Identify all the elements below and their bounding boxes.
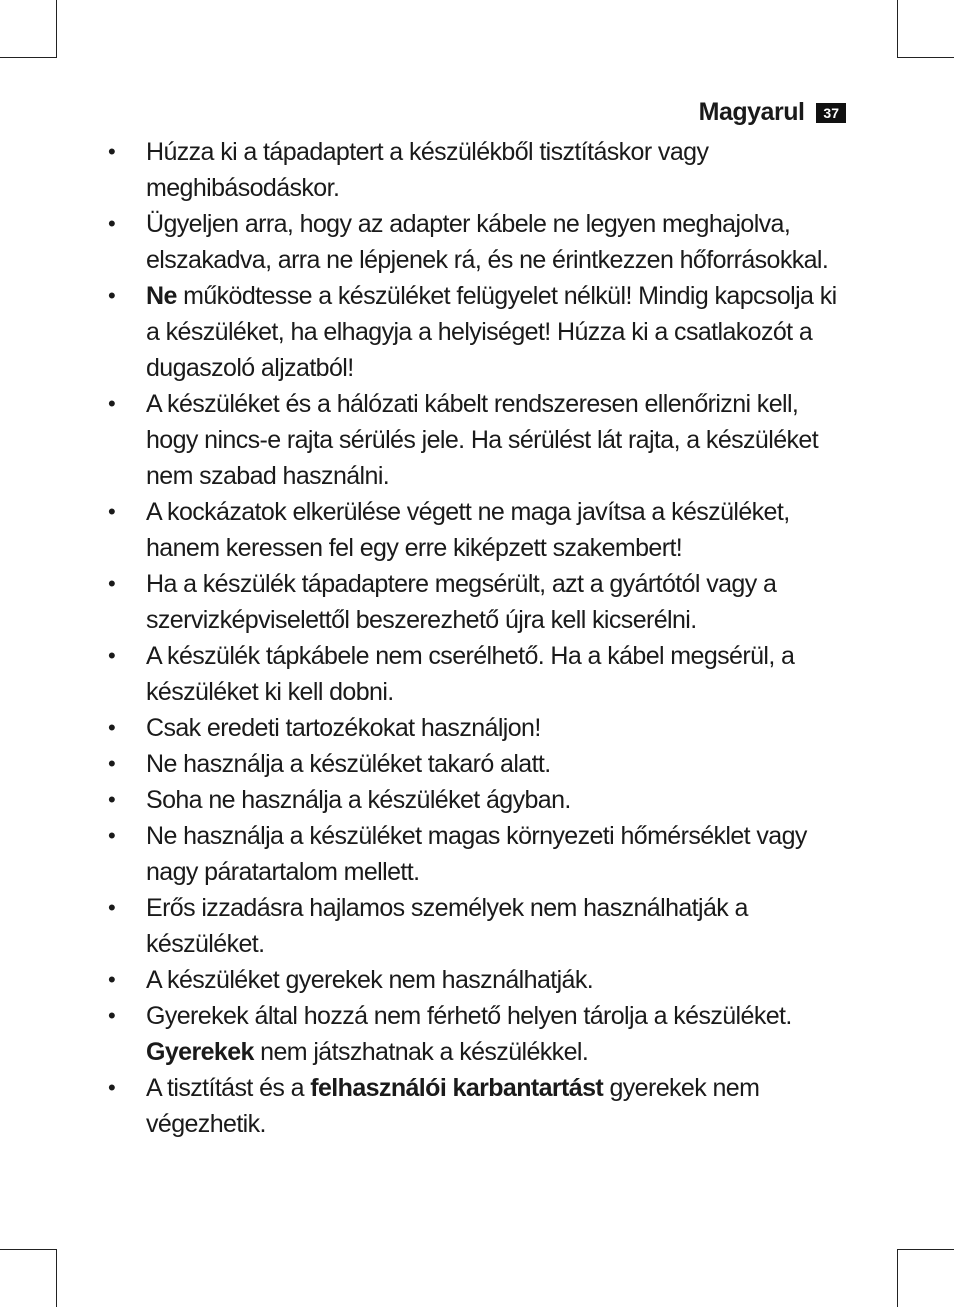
item-text: Csak eredeti tartozékokat használjon! (146, 714, 541, 742)
list-item (108, 566, 856, 638)
list-item (108, 494, 856, 566)
list-item (108, 278, 856, 386)
item-text: gyerekek nem végezhetik. (146, 1074, 760, 1138)
item-text: Ha a készülék tápadaptere megsérült, azt a gyártótól vagy a szervizképviselettől beszerezhető újra kell kicserélni. (146, 570, 777, 634)
item-text: A készüléket gyerekek nem használhatják. (146, 966, 594, 994)
item-text: A tisztítást és a (146, 1074, 311, 1102)
item-text: A készülék tápkábele nem cserélhető. Ha a kábel megsérül, a készüléket ki kell dobni. (146, 642, 795, 706)
language-label: Magyarul (698, 98, 805, 126)
bullet-icon: • (108, 283, 116, 308)
item-text: nem játszhatnak a készülékkel. (253, 1038, 589, 1066)
safety-instructions-list (108, 134, 856, 1142)
item-text: Gyerekek által hozzá nem férhető helyen tárolja a készüléket. (146, 1002, 792, 1030)
crop-mark-bottom-left-horizontal (0, 1249, 57, 1250)
bullet-icon: • (108, 1075, 116, 1100)
item-text: működtesse a készüléket felügyelet nélkül! Mindig kapcsolja ki a készüléket, ha elhagyja a helyiséget! Húzza ki a csatlakozót a dugaszoló aljzatból! (146, 282, 837, 382)
crop-mark-top-right-horizontal (897, 57, 954, 58)
item-text: Ügyeljen arra, hogy az adapter kábele ne legyen meghajolva, elszakadva, arra ne lépjenek rá, és ne érintkezzen hőforrásokkal. (146, 210, 829, 274)
crop-mark-top-left-vertical (56, 0, 57, 58)
bullet-icon: • (108, 571, 116, 596)
emphasis-text: felhasználói karbantartást (310, 1074, 604, 1102)
list-item (108, 890, 856, 962)
bullet-icon: • (108, 1003, 116, 1028)
page-number: 37 (816, 103, 846, 123)
item-text: Ne használja a készüléket takaró alatt. (146, 750, 551, 778)
crop-mark-top-right-vertical (897, 0, 898, 58)
bullet-icon: • (108, 391, 116, 416)
item-text: Ne használja a készüléket magas környezeti hőmérséklet vagy nagy páratartalom mellett. (146, 822, 807, 886)
list-item (108, 818, 856, 890)
bullet-icon: • (108, 499, 116, 524)
list-item (108, 386, 856, 494)
list-item (108, 1070, 856, 1142)
crop-mark-bottom-right-vertical (897, 1249, 898, 1307)
item-text: Soha ne használja a készüléket ágyban. (146, 786, 571, 814)
crop-mark-bottom-left-vertical (56, 1249, 57, 1307)
emphasis-text: Ne (146, 282, 177, 310)
bullet-icon: • (108, 823, 116, 848)
list-item (108, 962, 856, 998)
list-item (108, 134, 856, 206)
crop-mark-top-left-horizontal (0, 57, 57, 58)
bullet-icon: • (108, 967, 116, 992)
item-text: A kockázatok elkerülése végett ne maga javítsa a készüléket, hanem keressen fel egy erre kiképzett szakembert! (146, 498, 790, 562)
list-item (108, 638, 856, 710)
bullet-icon: • (108, 895, 116, 920)
crop-mark-bottom-right-horizontal (897, 1249, 954, 1250)
item-text: Erős izzadásra hajlamos személyek nem használhatják a készüléket. (146, 894, 748, 958)
page-header (699, 98, 846, 127)
bullet-icon: • (108, 643, 116, 668)
bullet-icon: • (108, 715, 116, 740)
list-item (108, 710, 856, 746)
bullet-icon: • (108, 211, 116, 236)
list-item (108, 206, 856, 278)
list-item (108, 746, 856, 782)
bullet-icon: • (108, 139, 116, 164)
item-text: Húzza ki a tápadaptert a készülékből tisztításkor vagy meghibásodáskor. (146, 138, 709, 202)
item-text: A készüléket és a hálózati kábelt rendszeresen ellenőrizni kell, hogy nincs-e rajta sérülés jele. Ha sérülést lát rajta, a készüléket nem szabad használni. (146, 390, 819, 490)
list-item (108, 782, 856, 818)
bullet-icon: • (108, 787, 116, 812)
list-item (108, 998, 856, 1070)
bullet-icon: • (108, 751, 116, 776)
emphasis-text: Gyerekek (146, 1038, 254, 1066)
